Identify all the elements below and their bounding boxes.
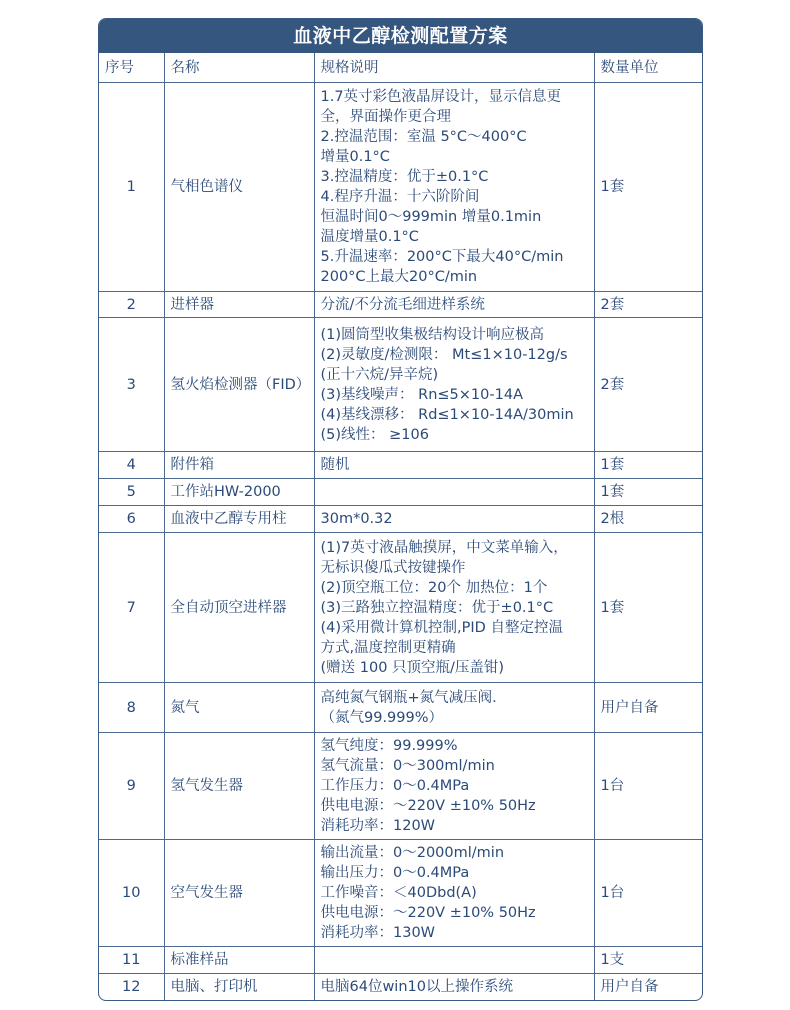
spec-line: (1)7英寸液晶触摸屏，中文菜单输入， bbox=[320, 539, 568, 556]
spec-line: 消耗功率：130W bbox=[320, 925, 436, 941]
row-spec bbox=[314, 479, 594, 506]
spec-line: 增量0.1°C bbox=[320, 149, 390, 165]
header-index: 序号 bbox=[99, 53, 164, 83]
row-name: 氮气 bbox=[164, 683, 314, 733]
row-name: 氢火焰检测器（FID） bbox=[164, 318, 314, 452]
spec-line: (2)灵敏度/检测限： Mt≤1×10-12g/s bbox=[320, 346, 568, 363]
row-spec bbox=[314, 974, 594, 1000]
table-row bbox=[99, 733, 702, 840]
spec-line: (2)顶空瓶工位：20个 加热位：1个 bbox=[320, 579, 548, 596]
row-spec bbox=[314, 292, 594, 318]
row-quantity: 用户自备 bbox=[594, 683, 702, 733]
row-index: 6 bbox=[99, 506, 164, 533]
spec-line: 高纯氮气钢瓶+氮气减压阀. bbox=[320, 689, 497, 706]
row-spec bbox=[314, 733, 594, 840]
spec-line: 氢气流量：0～300ml/min bbox=[320, 758, 495, 774]
table-body bbox=[99, 83, 702, 1000]
spec-line: 供电电源：～220V ±10% 50Hz bbox=[320, 905, 536, 921]
row-index: 4 bbox=[99, 452, 164, 479]
row-spec bbox=[314, 533, 594, 683]
row-index: 11 bbox=[99, 947, 164, 974]
spec-line: 温度增量0.1°C bbox=[320, 229, 419, 245]
spec-line: 1.7英寸彩色液晶屏设计，显示信息更 bbox=[320, 89, 562, 105]
row-spec bbox=[314, 318, 594, 452]
spec-line: 2.控温范围：室温 5°C～400°C bbox=[320, 129, 527, 145]
spec-line: 输出流量：0～2000ml/min bbox=[320, 845, 505, 861]
row-quantity: 1套 bbox=[594, 83, 702, 292]
spec-line: 3.控温精度：优于±0.1°C bbox=[320, 169, 489, 185]
spec-line: 30m*0.32 bbox=[320, 511, 393, 527]
row-index: 12 bbox=[99, 974, 164, 1000]
spec-line: (5)线性： ≥106 bbox=[320, 426, 429, 443]
header-quantity: 数量单位 bbox=[594, 53, 702, 83]
table-row bbox=[99, 318, 702, 452]
spec-line: (4)基线漂移： Rd≤1×10-14A/30min bbox=[320, 406, 574, 423]
spec-line: 5.升温速率：200°C下最大40°C/min bbox=[320, 249, 564, 265]
table-row bbox=[99, 947, 702, 974]
spec-line: 随机 bbox=[320, 457, 350, 473]
spec-line: 恒温时间0～999min 增量0.1min bbox=[320, 209, 542, 225]
spec-line: (正十六烷/异辛烷) bbox=[320, 366, 439, 383]
row-index: 7 bbox=[99, 533, 164, 683]
table-row bbox=[99, 683, 702, 733]
spec-line: 工作噪音：＜40Dbd(A) bbox=[320, 885, 477, 901]
spec-line: (4)采用微计算机控制,PID 自整定控温 bbox=[320, 619, 563, 636]
table-row bbox=[99, 840, 702, 947]
table-title: 血液中乙醇检测配置方案 bbox=[99, 19, 702, 53]
row-quantity: 用户自备 bbox=[594, 974, 702, 1000]
table-row bbox=[99, 974, 702, 1000]
row-name: 标准样品 bbox=[164, 947, 314, 974]
table-row bbox=[99, 452, 702, 479]
row-quantity: 1套 bbox=[594, 533, 702, 683]
row-quantity: 1支 bbox=[594, 947, 702, 974]
row-quantity: 2根 bbox=[594, 506, 702, 533]
row-spec bbox=[314, 83, 594, 292]
row-name: 全自动顶空进样器 bbox=[164, 533, 314, 683]
row-quantity: 2套 bbox=[594, 292, 702, 318]
row-name: 电脑、打印机 bbox=[164, 974, 314, 1000]
spec-line: 分流/不分流毛细进样系统 bbox=[320, 296, 485, 313]
row-index: 3 bbox=[99, 318, 164, 452]
spec-line: 供电电源：～220V ±10% 50Hz bbox=[320, 798, 536, 814]
row-name: 进样器 bbox=[164, 292, 314, 318]
spec-line: (1)圆筒型收集极结构设计响应极高 bbox=[320, 326, 545, 343]
row-quantity: 1台 bbox=[594, 840, 702, 947]
spec-line: (3)三路独立控温精度：优于±0.1°C bbox=[320, 599, 554, 616]
row-index: 2 bbox=[99, 292, 164, 318]
spec-line: 输出压力：0～0.4MPa bbox=[320, 865, 470, 881]
config-table-card bbox=[98, 18, 703, 1001]
header-spec: 规格说明 bbox=[314, 53, 594, 83]
spec-line: 4.程序升温：十六阶阶间 bbox=[320, 189, 480, 205]
row-name: 工作站HW-2000 bbox=[164, 479, 314, 506]
row-index: 10 bbox=[99, 840, 164, 947]
spec-line: 200°C上最大20°C/min bbox=[320, 269, 478, 285]
config-table bbox=[99, 53, 702, 1000]
row-index: 1 bbox=[99, 83, 164, 292]
spec-line: （氮气99.999%） bbox=[320, 709, 444, 726]
spec-line: 全，界面操作更合理 bbox=[320, 109, 451, 125]
row-name: 气相色谱仪 bbox=[164, 83, 314, 292]
row-quantity: 1套 bbox=[594, 452, 702, 479]
row-name: 血液中乙醇专用柱 bbox=[164, 506, 314, 533]
table-row bbox=[99, 533, 702, 683]
spec-line: 工作压力：0～0.4MPa bbox=[320, 778, 470, 794]
spec-line: 消耗功率：120W bbox=[320, 818, 436, 834]
row-quantity: 1台 bbox=[594, 733, 702, 840]
row-spec bbox=[314, 683, 594, 733]
spec-line: (3)基线噪声： Rn≤5×10-14A bbox=[320, 386, 523, 403]
row-index: 9 bbox=[99, 733, 164, 840]
spec-line: 电脑64位win10以上操作系统 bbox=[320, 978, 513, 995]
row-spec bbox=[314, 452, 594, 479]
header-row bbox=[99, 53, 702, 83]
spec-line: (赠送 100 只顶空瓶/压盖钳) bbox=[320, 659, 505, 676]
row-spec bbox=[314, 506, 594, 533]
header-name: 名称 bbox=[164, 53, 314, 83]
row-spec bbox=[314, 947, 594, 974]
row-spec bbox=[314, 840, 594, 947]
row-name: 附件箱 bbox=[164, 452, 314, 479]
row-index: 8 bbox=[99, 683, 164, 733]
table-row bbox=[99, 83, 702, 292]
table-row bbox=[99, 292, 702, 318]
spec-line: 氢气纯度：99.999% bbox=[320, 738, 458, 754]
row-quantity: 2套 bbox=[594, 318, 702, 452]
table-row bbox=[99, 479, 702, 506]
table-row bbox=[99, 506, 702, 533]
spec-line: 方式,温度控制更精确 bbox=[320, 639, 456, 656]
row-name: 氢气发生器 bbox=[164, 733, 314, 840]
row-index: 5 bbox=[99, 479, 164, 506]
row-quantity: 1套 bbox=[594, 479, 702, 506]
spec-line: 无标识傻瓜式按键操作 bbox=[320, 559, 466, 576]
row-name: 空气发生器 bbox=[164, 840, 314, 947]
